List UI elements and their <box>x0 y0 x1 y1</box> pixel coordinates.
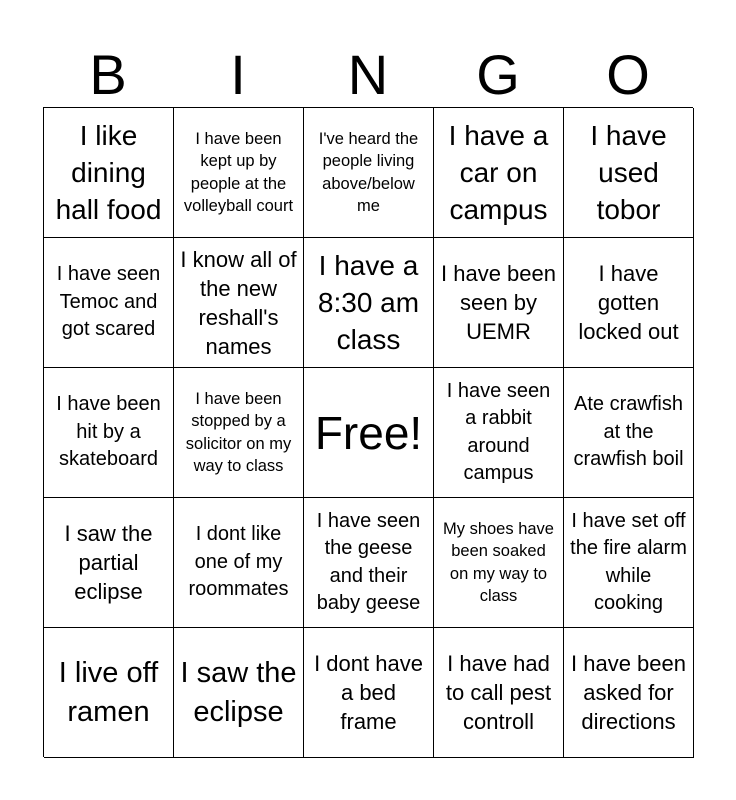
bingo-cell[interactable] <box>174 498 304 628</box>
cell-text: Ate crawfish at the crawfish boil <box>573 393 684 471</box>
cell-text: I have seen a rabbit around campus <box>446 379 551 484</box>
free-cell[interactable] <box>304 368 434 498</box>
bingo-cell[interactable] <box>304 108 434 238</box>
bingo-cell[interactable] <box>174 108 304 238</box>
cell-text: I have been asked for directions <box>571 651 686 734</box>
cell-text: I have a 8:30 am class <box>317 250 420 355</box>
cell-text: I saw the eclipse <box>180 656 297 728</box>
cell-text: I have seen the geese and their baby geese <box>316 509 421 614</box>
bingo-cell[interactable] <box>174 628 304 758</box>
cell-text: I have used tobor <box>590 120 667 225</box>
bingo-cell[interactable] <box>304 238 434 368</box>
header-letter-o: O <box>606 43 650 106</box>
bingo-header <box>43 44 693 106</box>
cell-text: I have set off the fire alarm while cooking <box>570 509 687 614</box>
cell-text: I've heard the people living above/below me <box>318 129 419 215</box>
bingo-cell[interactable] <box>44 498 174 628</box>
bingo-cell[interactable] <box>564 628 694 758</box>
cell-text: I like dining hall food <box>55 120 162 225</box>
bingo-cell[interactable] <box>174 238 304 368</box>
cell-text: I dont have a bed frame <box>314 651 423 734</box>
cell-text: I live off ramen <box>58 656 159 728</box>
bingo-cell[interactable] <box>174 368 304 498</box>
cell-text: I dont like one of my roommates <box>188 523 289 601</box>
free-space-label: Free! <box>314 406 423 459</box>
bingo-cell[interactable] <box>44 108 174 238</box>
cell-text: I have been seen by UEMR <box>441 261 556 344</box>
bingo-cell[interactable] <box>434 238 564 368</box>
cell-text: I have been stopped by a solicitor on my way to class <box>185 389 292 475</box>
cell-text: I have a car on campus <box>448 120 549 225</box>
bingo-cell[interactable] <box>434 498 564 628</box>
bingo-cell[interactable] <box>564 238 694 368</box>
bingo-cell[interactable] <box>44 628 174 758</box>
cell-text: I have been kept up by people at the volleyball court <box>183 129 294 215</box>
bingo-cell[interactable] <box>304 628 434 758</box>
cell-text: I know all of the new reshall's names <box>180 246 297 359</box>
bingo-cell[interactable] <box>434 108 564 238</box>
bingo-cell[interactable] <box>434 368 564 498</box>
cell-text: I have gotten locked out <box>578 261 679 344</box>
header-letter-n: N <box>347 43 389 106</box>
bingo-cell[interactable] <box>434 628 564 758</box>
bingo-cell[interactable] <box>564 108 694 238</box>
bingo-cell[interactable] <box>304 498 434 628</box>
cell-text: I have seen Temoc and got scared <box>56 263 161 341</box>
cell-text: I saw the partial eclipse <box>64 521 153 604</box>
bingo-board <box>43 107 693 757</box>
cell-text: My shoes have been soaked on my way to class <box>443 519 554 605</box>
bingo-cell[interactable] <box>44 238 174 368</box>
header-letter-b: B <box>89 43 127 106</box>
bingo-cell[interactable] <box>564 498 694 628</box>
bingo-cell[interactable] <box>564 368 694 498</box>
bingo-cell[interactable] <box>44 368 174 498</box>
cell-text: I have been hit by a skateboard <box>56 393 161 471</box>
header-letter-g: G <box>476 43 520 106</box>
header-letter-i: I <box>230 43 246 106</box>
cell-text: I have had to call pest controll <box>445 651 552 734</box>
